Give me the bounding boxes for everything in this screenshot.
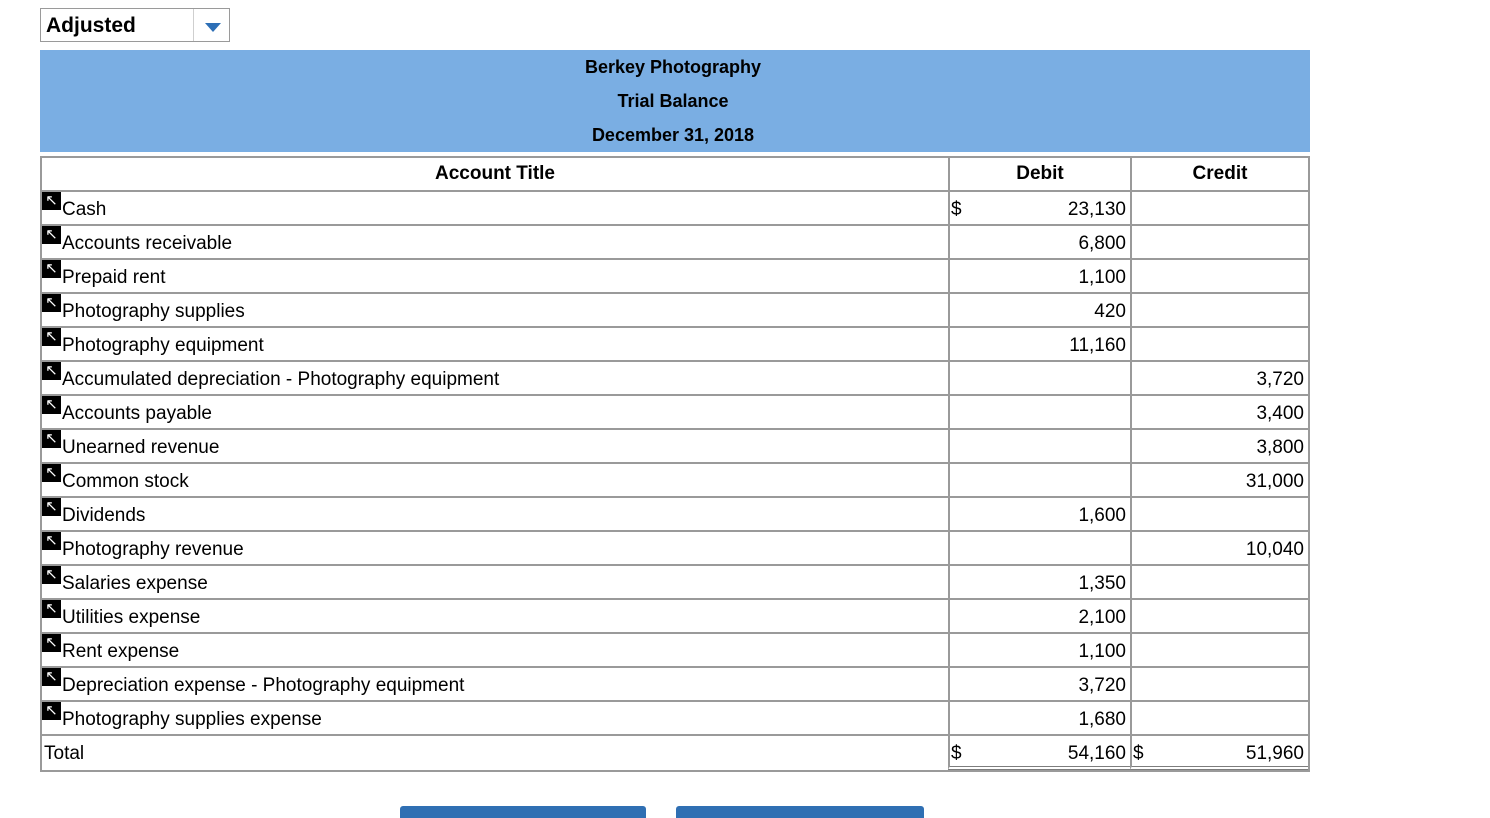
account-name: Accumulated depreciation - Photography equipment xyxy=(62,369,500,390)
credit-cell[interactable] xyxy=(1130,566,1308,598)
debit-amount: 420 xyxy=(1094,301,1126,322)
credit-cell[interactable] xyxy=(1130,328,1308,360)
credit-cell[interactable] xyxy=(1130,294,1308,326)
debit-cell[interactable] xyxy=(948,668,1130,700)
debit-amount: 1,680 xyxy=(1078,709,1126,730)
credit-cell[interactable] xyxy=(1130,226,1308,258)
debit-cell[interactable] xyxy=(948,328,1130,360)
table-row xyxy=(42,192,1308,226)
report-header xyxy=(40,50,1310,152)
total-debit: 54,160 xyxy=(1067,743,1126,764)
debit-cell[interactable] xyxy=(948,600,1130,632)
back-arrow-icon[interactable]: ↖ xyxy=(42,226,61,244)
table-row xyxy=(42,600,1308,634)
credit-amount: 10,040 xyxy=(1245,539,1304,560)
debit-cell[interactable] xyxy=(948,532,1130,564)
debit-cell[interactable] xyxy=(948,702,1130,734)
credit-cell[interactable] xyxy=(1130,260,1308,292)
back-arrow-icon[interactable]: ↖ xyxy=(42,430,61,448)
back-arrow-icon[interactable]: ↖ xyxy=(42,532,61,550)
account-cell[interactable] xyxy=(42,328,948,360)
account-cell[interactable] xyxy=(42,362,948,394)
report-title: Trial Balance xyxy=(617,91,729,111)
table-row xyxy=(42,362,1308,396)
account-title-header: Account Title xyxy=(435,163,555,184)
account-cell[interactable] xyxy=(42,226,948,258)
table-row xyxy=(42,328,1308,362)
back-arrow-icon[interactable]: ↖ xyxy=(42,464,61,482)
debit-amount: 1,100 xyxy=(1078,267,1126,288)
credit-amount: 31,000 xyxy=(1245,471,1304,492)
action-button-1[interactable] xyxy=(400,806,646,818)
currency-symbol: $ xyxy=(951,743,962,764)
total-credit-cell[interactable] xyxy=(1130,736,1308,770)
debit-cell[interactable] xyxy=(948,566,1130,598)
back-arrow-icon[interactable]: ↖ xyxy=(42,668,61,686)
back-arrow-icon[interactable]: ↖ xyxy=(42,498,61,516)
table-row xyxy=(42,668,1308,702)
debit-cell[interactable] xyxy=(948,464,1130,496)
table-row xyxy=(42,566,1308,600)
account-cell[interactable] xyxy=(42,634,948,666)
account-name: Prepaid rent xyxy=(62,267,166,288)
account-name: Accounts payable xyxy=(62,403,212,424)
credit-cell[interactable] xyxy=(1130,702,1308,734)
debit-cell[interactable] xyxy=(948,226,1130,258)
back-arrow-icon[interactable]: ↖ xyxy=(42,362,61,380)
table-row xyxy=(42,260,1308,294)
account-cell[interactable] xyxy=(42,192,948,224)
account-name: Unearned revenue xyxy=(62,437,220,458)
credit-amount: 3,400 xyxy=(1256,403,1304,424)
account-name: Utilities expense xyxy=(62,607,201,628)
total-row xyxy=(42,736,1308,770)
account-cell[interactable] xyxy=(42,498,948,530)
table-row xyxy=(42,498,1308,532)
account-name: Depreciation expense - Photography equipment xyxy=(62,675,465,696)
debit-amount: 23,130 xyxy=(1067,199,1126,220)
account-name: Common stock xyxy=(62,471,189,492)
credit-amount: 3,720 xyxy=(1256,369,1304,390)
account-name: Photography supplies expense xyxy=(62,709,322,730)
credit-cell[interactable] xyxy=(1130,600,1308,632)
account-cell[interactable] xyxy=(42,532,948,564)
back-arrow-icon[interactable]: ↖ xyxy=(42,600,61,618)
debit-amount: 2,100 xyxy=(1078,607,1126,628)
credit-header: Credit xyxy=(1130,158,1308,190)
report-date: December 31, 2018 xyxy=(591,125,755,145)
account-name: Photography equipment xyxy=(62,335,264,356)
debit-amount: 11,160 xyxy=(1069,335,1126,356)
credit-cell[interactable] xyxy=(1130,362,1308,394)
debit-cell[interactable] xyxy=(948,634,1130,666)
account-name: Rent expense xyxy=(62,641,180,662)
account-name: Photography supplies xyxy=(62,301,245,322)
table-row xyxy=(42,396,1308,430)
credit-cell[interactable] xyxy=(1130,430,1308,462)
table-row xyxy=(42,464,1308,498)
credit-cell[interactable] xyxy=(1130,192,1308,224)
table-row xyxy=(42,294,1308,328)
account-cell[interactable] xyxy=(42,260,948,292)
back-arrow-icon[interactable]: ↖ xyxy=(42,566,61,584)
total-credit: 51,960 xyxy=(1245,743,1304,764)
debit-cell[interactable] xyxy=(948,192,1130,224)
back-arrow-icon[interactable]: ↖ xyxy=(42,396,61,414)
account-cell[interactable] xyxy=(42,396,948,428)
credit-cell[interactable] xyxy=(1130,634,1308,666)
account-name: Salaries expense xyxy=(62,573,208,594)
debit-amount: 3,720 xyxy=(1078,675,1126,696)
account-cell[interactable] xyxy=(42,294,948,326)
currency-symbol: $ xyxy=(1133,743,1144,764)
account-name: Photography revenue xyxy=(62,539,244,560)
debit-cell[interactable] xyxy=(948,294,1130,326)
back-arrow-icon[interactable]: ↖ xyxy=(42,634,61,652)
debit-cell[interactable] xyxy=(948,260,1130,292)
back-arrow-icon[interactable]: ↖ xyxy=(42,328,61,346)
account-cell[interactable] xyxy=(42,464,948,496)
debit-amount: 6,800 xyxy=(1078,233,1126,254)
account-cell[interactable] xyxy=(42,600,948,632)
account-cell[interactable] xyxy=(42,702,948,734)
debit-amount: 1,600 xyxy=(1078,505,1126,526)
currency-symbol: $ xyxy=(951,199,962,220)
balance-type-value: Adjusted xyxy=(41,9,194,41)
account-name: Dividends xyxy=(62,505,146,526)
credit-cell[interactable] xyxy=(1130,396,1308,428)
back-arrow-icon[interactable]: ↖ xyxy=(42,192,61,210)
account-name: Accounts receivable xyxy=(62,233,233,254)
debit-amount: 1,100 xyxy=(1078,641,1126,662)
total-label: Total xyxy=(44,743,85,764)
total-label-cell xyxy=(42,736,948,768)
table-header-row xyxy=(42,158,1308,192)
debit-cell[interactable] xyxy=(948,430,1130,462)
table-row xyxy=(42,226,1308,260)
debit-header: Debit xyxy=(948,158,1130,190)
back-arrow-icon[interactable]: ↖ xyxy=(42,260,61,278)
table-row xyxy=(42,634,1308,668)
debit-cell[interactable] xyxy=(948,498,1130,530)
credit-cell[interactable] xyxy=(1130,498,1308,530)
back-arrow-icon[interactable]: ↖ xyxy=(42,702,61,720)
trial-balance-table xyxy=(40,156,1310,772)
account-cell[interactable] xyxy=(42,566,948,598)
credit-cell[interactable] xyxy=(1130,464,1308,496)
balance-type-select[interactable] xyxy=(40,8,230,42)
debit-cell[interactable] xyxy=(948,362,1130,394)
account-cell[interactable] xyxy=(42,668,948,700)
chevron-down-icon[interactable] xyxy=(205,23,221,32)
table-row xyxy=(42,430,1308,464)
credit-amount: 3,800 xyxy=(1256,437,1304,458)
credit-cell[interactable] xyxy=(1130,532,1308,564)
total-debit-cell[interactable] xyxy=(948,736,1130,770)
debit-amount: 1,350 xyxy=(1078,573,1126,594)
account-cell[interactable] xyxy=(42,430,948,462)
debit-cell[interactable] xyxy=(948,396,1130,428)
credit-cell[interactable] xyxy=(1130,668,1308,700)
table-row xyxy=(42,532,1308,566)
company-name: Berkey Photography xyxy=(584,57,762,77)
table-row xyxy=(42,702,1308,736)
back-arrow-icon[interactable]: ↖ xyxy=(42,294,61,312)
action-button-2[interactable] xyxy=(676,806,924,818)
account-name: Cash xyxy=(62,199,107,220)
